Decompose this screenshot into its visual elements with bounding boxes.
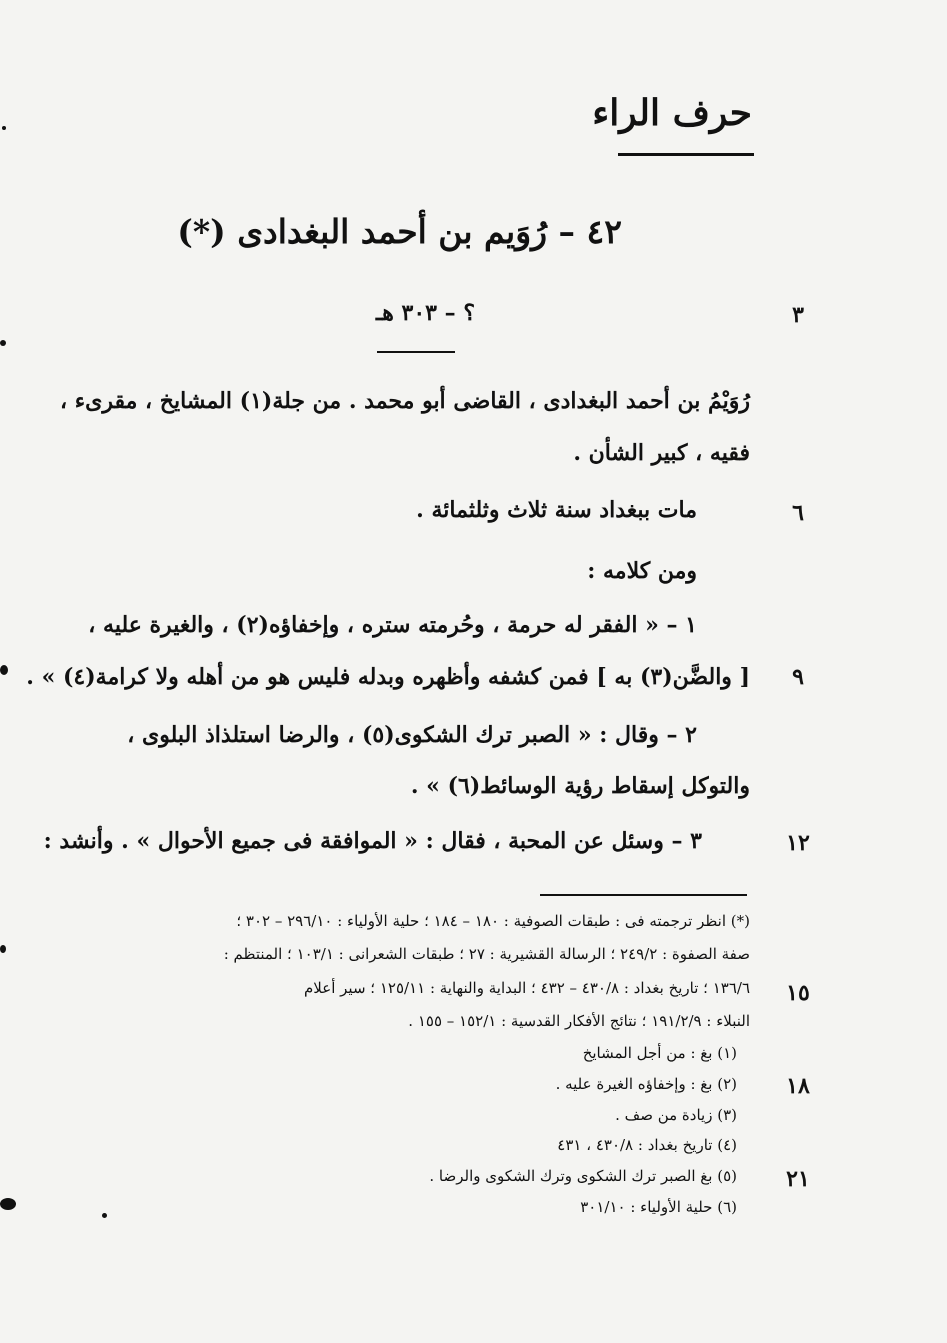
- line-number: ١٢: [786, 830, 810, 856]
- footnote-line: (٥) بغ الصبر ترك الشكوى وترك الشكوى والرضا .: [429, 1167, 737, 1185]
- line-number: ٣: [792, 302, 804, 328]
- scan-speck: [0, 1198, 16, 1210]
- dates-divider: [377, 351, 455, 353]
- body-line: رُوَيْمُ بن أحمد البغدادى ، القاضى أبو محمد . من جلة(١) المشايخ ، مقرىء ،: [60, 388, 750, 414]
- footnote-line: (٢) بغ : وإخفاؤه الغيرة عليه .: [555, 1075, 737, 1093]
- footnote-line: (٤) تاريخ بغداد : ٤٣٠/٨ ، ٤٣١: [557, 1136, 737, 1154]
- body-line: مات ببغداد سنة ثلاث وثلثمائة .: [416, 497, 697, 523]
- footnote-line: صفة الصفوة : ٢٤٩/٢ ؛ الرسالة القشيرية : ٢٧ ؛ طبقات الشعرانى : ١٠٣/١ ؛ المنتظم :: [223, 945, 750, 963]
- body-line: والتوكل إسقاط رؤية الوسائط(٦) » .: [410, 773, 750, 799]
- footnote-line: (*) انظر ترجمته فى : طبقات الصوفية : ١٨٠ – ١٨٤ ؛ حلية الأولياء : ٢٩٦/١٠ – ٣٠٢ ؛: [236, 912, 750, 930]
- line-number: ١٨: [786, 1073, 810, 1099]
- body-line: ٢ – وقال : « الصبر ترك الشكوى(٥) ، والرضا استلذاذ البلوى ،: [127, 722, 697, 748]
- line-number: ١٥: [786, 980, 810, 1006]
- body-line: ٣ – وسئل عن المحبة ، فقال : « الموافقة فى جميع الأحوال » . وأنشد :: [43, 828, 702, 854]
- line-number: ٦: [792, 500, 804, 526]
- scan-speck: [2, 126, 6, 130]
- scan-speck: [0, 340, 6, 346]
- footnote-line: (٣) زيادة من صف .: [615, 1106, 737, 1124]
- scan-speck: [102, 1213, 107, 1218]
- footnote-separator: [540, 894, 747, 896]
- body-line: فقيه ، كبير الشأن .: [573, 440, 750, 466]
- line-number: ٩: [792, 664, 804, 690]
- line-number: ٢١: [786, 1166, 810, 1192]
- footnote-line: ١٣٦/٦ ؛ تاريخ بغداد : ٤٣٠/٨ – ٤٣٢ ؛ البداية والنهاية : ١٢٥/١١ ؛ سير أعلام: [304, 979, 750, 997]
- body-line: ومن كلامه :: [587, 558, 697, 584]
- body-line: [ والضَّن(٣) به ] فمن كشفه وأظهره وبدله فليس هو من أهله ولا كرامة(٤) » .: [26, 664, 750, 690]
- chapter-title: حرف الراء: [592, 92, 752, 134]
- footnote-line: النبلاء : ١٩١/٢/٩ ؛ نتائج الأفكار القدسية : ١٥٢/١ – ١٥٥ .: [408, 1012, 750, 1030]
- footnote-line: (٦) حلية الأولياء : ٣٠١/١٠: [580, 1198, 737, 1216]
- chapter-title-underline: [618, 153, 754, 156]
- footnote-line: (١) بغ : من أجل المشايخ: [582, 1044, 737, 1062]
- body-line: ١ – « الفقر له حرمة ، وحُرمته ستره ، وإخفاؤه(٢) ، والغيرة عليه ،: [88, 612, 697, 638]
- scan-speck: [0, 665, 8, 675]
- scan-speck: [0, 945, 6, 953]
- entry-dates: ؟ – ٣٠٣ هـ: [375, 300, 475, 326]
- entry-title: ٤٢ – رُوَيم بن أحمد البغدادى (*): [177, 212, 622, 251]
